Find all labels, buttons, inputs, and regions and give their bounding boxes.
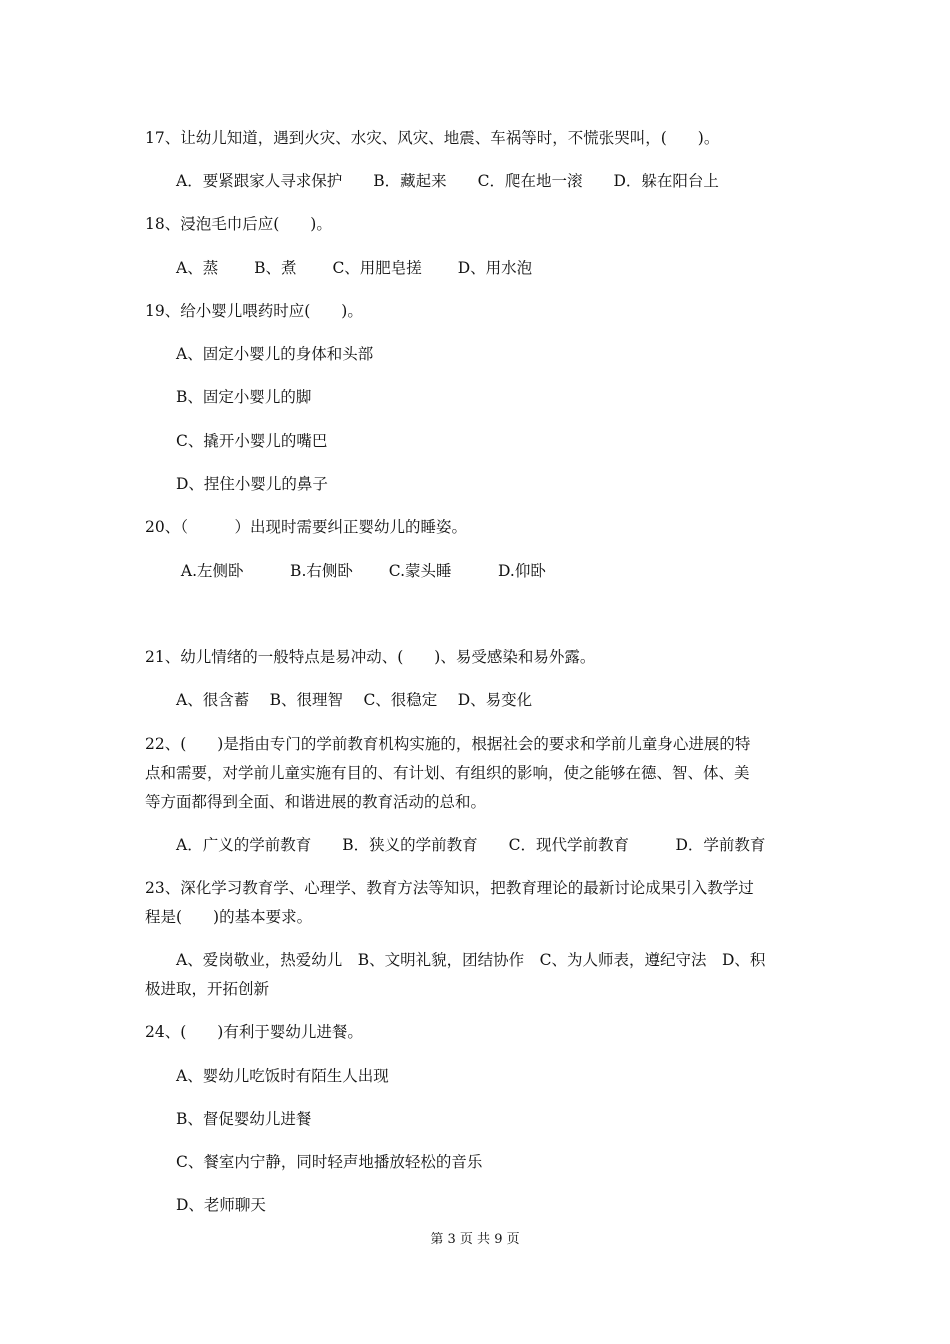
question-stem: 21、幼儿情绪的一般特点是易冲动、( )、易受感染和易外露。 — [145, 648, 596, 666]
question-options: A、爱岗敬业，热爱幼儿 B、文明礼貌，团结协作 C、为人师表，遵纪守法 D、积 — [176, 951, 766, 969]
question-stem-line: 点和需要，对学前儿童实施有目的、有计划、有组织的影响，使之能够在德、智、体、美 — [145, 764, 750, 782]
question-options: A.左侧卧 B.右侧卧 C.蒙头睡 D.仰卧 — [176, 562, 546, 580]
question-stem: 24、( )有利于婴幼儿进餐。 — [145, 1023, 363, 1041]
question-options: A、蒸 B、煮 C、用肥皂搓 D、用水泡 — [176, 259, 533, 277]
question-stem-line: 22、( )是指由专门的学前教育机构实施的，根据社会的要求和学前儿童身心进展的特 — [145, 735, 751, 753]
question-options: A．广义的学前教育 B．狭义的学前教育 C．现代学前教育 D．学前教育 — [176, 836, 766, 854]
question-stem: 17、让幼儿知道，遇到火灾、水灾、风灾、地震、车祸等时，不慌张哭叫，( )。 — [145, 129, 720, 147]
question-options: A、很含蓄 B、很理智 C、很稳定 D、易变化 — [176, 691, 533, 709]
question-stem-line: 程是( )的基本要求。 — [145, 908, 313, 926]
question-stem-line: 等方面都得到全面、和谐进展的教育活动的总和。 — [145, 793, 487, 811]
question-stem: 18、浸泡毛巾后应( )。 — [145, 215, 332, 233]
option-c: C、餐室内宁静，同时轻声地播放轻松的音乐 — [176, 1153, 483, 1171]
option-b: B、固定小婴儿的脚 — [176, 388, 312, 406]
option-b: B、督促婴幼儿进餐 — [176, 1110, 312, 1128]
option-d: D、老师聊天 — [176, 1196, 266, 1214]
question-options: A．要紧跟家人寻求保护 B．藏起来 C．爬在地一滚 D．躲在阳台上 — [176, 172, 719, 190]
question-stem: 20、（ ）出现时需要纠正婴幼儿的睡姿。 — [145, 518, 467, 536]
option-c: C、撬开小婴儿的嘴巴 — [176, 432, 328, 450]
option-d: D、捏住小婴儿的鼻子 — [176, 475, 328, 493]
page-footer: 第 3 页 共 9 页 — [430, 1232, 520, 1247]
option-a: A、婴幼儿吃饭时有陌生人出现 — [176, 1067, 389, 1085]
question-stem: 19、给小婴儿喂药时应( )。 — [145, 302, 363, 320]
question-options-continued: 极进取，开拓创新 — [145, 980, 270, 998]
question-stem-line: 23、深化学习教育学、心理学、教育方法等知识，把教育理论的最新讨论成果引入教学过 — [145, 879, 754, 897]
option-a: A、固定小婴儿的身体和头部 — [176, 345, 374, 363]
